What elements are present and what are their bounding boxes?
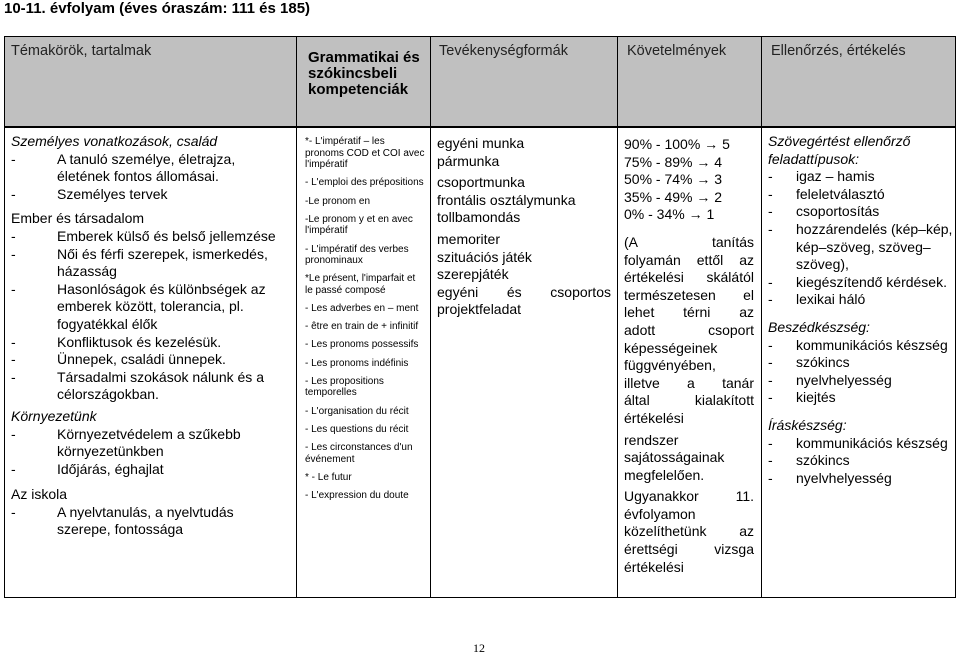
assessment-item: - kiegészítendő kérdések. <box>768 273 947 290</box>
activity-item: tollbamondás <box>437 209 521 226</box>
requirement-line: lehet térni az <box>624 304 754 321</box>
table-header <box>5 37 955 128</box>
grammar-item: *Le présent, l'imparfait et le passé composé <box>305 273 416 296</box>
topic-item: - Személyes tervek <box>11 185 168 202</box>
page-number: 12 <box>473 641 485 655</box>
activity-item: frontális osztálymunka <box>437 191 576 208</box>
topic-item: - A tanuló személye, életrajza, életének fontos állomásai. <box>11 150 236 185</box>
assessment-item: - hozzárendelés (kép–kép, kép–szöveg, szöveg–szöveg), <box>768 220 953 273</box>
grammar-item: - Les pronoms indéfinis <box>305 357 409 369</box>
activity-item: projektfeladat <box>437 301 522 318</box>
requirements-column <box>624 136 754 576</box>
activity-item: csoportmunka <box>437 174 525 191</box>
assessment-item: - lexikai háló <box>768 291 866 308</box>
activities-column <box>437 135 611 319</box>
assessment-column <box>768 133 954 487</box>
topic-heading: Az iskola <box>11 486 68 503</box>
requirement-line: értékelési <box>624 409 684 426</box>
activity-item: egyéni munka <box>437 135 525 151</box>
assessment-item: - feleletválasztó <box>768 185 885 202</box>
requirement-line: természetesen el <box>624 286 754 303</box>
topic-item: - Emberek külső és belső jellemzése <box>11 227 276 244</box>
grade-row: 0% - 34% → 1 <box>624 206 715 223</box>
grammar-item: - Les questions du récit <box>305 423 409 435</box>
assessment-item: - igaz – hamis <box>768 168 875 185</box>
grade-row: 50% - 74% → 3 <box>624 171 723 188</box>
topic-heading: Környezetünk <box>11 407 97 424</box>
topic-item: - Női és férfi szerepek, ismerkedés, házasság <box>11 245 268 280</box>
assessment-item: - nyelvhelyesség <box>768 469 892 486</box>
requirement-line: folyamán ettől az <box>624 251 754 268</box>
grade-scale <box>624 136 754 224</box>
requirement-line: megfelelően. <box>624 466 705 483</box>
header-grammar: Grammatikai és szókincsbeli kompetenciák <box>308 49 420 98</box>
topic-item: - A nyelvtanulás, a nyelvtudás szerepe, fontossága <box>11 503 234 538</box>
topic-heading: Személyes vonatkozások, család <box>11 133 218 149</box>
assessment-item: - kiejtés <box>768 389 836 406</box>
grammar-item: - Les circonstances d'un événement <box>305 442 413 465</box>
requirement-line: értékelési <box>624 558 684 575</box>
header-topics: Témakörök, tartalmak <box>11 43 152 59</box>
assessment-item: - kommunikációs készség <box>768 336 948 353</box>
requirement-line: évfolyamon <box>624 505 696 522</box>
page-title: 10-11. évfolyam (éves óraszám: 111 és 185) <box>4 0 311 17</box>
grammar-item: - Les pronoms possessifs <box>305 339 419 351</box>
requirement-line: képességeinek <box>624 339 718 356</box>
requirement-line: sajátosságainak <box>624 449 725 466</box>
assessment-item: - kommunikációs készség <box>768 434 948 451</box>
topic-item: - Környezetvédelem a szűkebb környezetünkben <box>11 425 241 460</box>
activity-item: szituációs játék <box>437 248 532 265</box>
grammar-item: -Le pronom y et en avec l'impératif <box>305 213 413 237</box>
header-requirements: Követelmények <box>627 43 727 59</box>
grade-row: 35% - 49% → 2 <box>624 188 723 205</box>
requirement-line: Ugyanakkor 11. <box>624 488 754 505</box>
column-divider <box>296 37 297 597</box>
topic-item: - Időjárás, éghajlat <box>11 460 164 477</box>
assessment-heading: Íráskészség: <box>768 416 847 433</box>
grammar-item: - L'expression du doute <box>305 489 409 501</box>
header-activities: Tevékenységformák <box>439 43 568 59</box>
requirement-line: függvényében, <box>624 357 716 374</box>
topics-column <box>11 133 286 539</box>
assessment-heading: Beszédkészség: <box>768 318 870 335</box>
grammar-column <box>305 136 425 508</box>
grammar-item: - L'organisation du récit <box>305 405 409 417</box>
column-divider <box>430 37 431 597</box>
grammar-item: *- L'impératif – les pronoms COD et COI avec l'impératif <box>305 136 425 171</box>
grammar-item: -Le pronom en <box>305 195 371 207</box>
grammar-item: - L'impératif des verbes pronominaux <box>305 243 409 267</box>
requirement-line: érettségi vizsga <box>624 541 754 558</box>
topic-heading: Ember és társadalom <box>11 210 145 227</box>
grammar-item: - L'emploi des prépositions <box>305 177 424 189</box>
assessment-item: - csoportosítás <box>768 203 880 220</box>
grammar-item: - être en train de + infinitif <box>305 321 419 333</box>
curriculum-table <box>4 36 956 598</box>
activity-item: pármunka <box>437 152 500 169</box>
topic-item: - Konfliktusok és kezelésük. <box>11 333 222 350</box>
grammar-item: - Les propositions temporelles <box>305 375 384 399</box>
header-assessment: Ellenőrzés, értékelés <box>771 43 906 59</box>
requirement-line: adott csoport <box>624 321 754 338</box>
requirement-line: által kialakított <box>624 392 754 409</box>
grammar-item: - Les adverbes en – ment <box>305 303 419 315</box>
topic-item: - Ünnepek, családi ünnepek. <box>11 351 226 368</box>
requirement-line: illetve a tanár <box>624 374 754 391</box>
requirement-line: rendszer <box>624 431 679 448</box>
assessment-heading: Szövegértést ellenőrző feladattípusok: <box>768 133 911 167</box>
assessment-item: - szókincs <box>768 452 850 469</box>
activity-item: szerepjáték <box>437 266 509 283</box>
column-divider <box>761 37 762 597</box>
topic-item: - Hasonlóságok és különbségek az emberek között, tolerancia, pl. fogyatékkal élők <box>11 280 266 332</box>
activity-item: egyéni és csoportos <box>437 283 611 300</box>
grammar-item: * - Le futur <box>305 471 352 483</box>
requirement-line: (A tanítás <box>624 233 754 250</box>
topic-item: - Társadalmi szokások nálunk és a célországokban. <box>11 368 264 403</box>
activity-item: memoriter <box>437 230 501 247</box>
column-divider <box>617 37 618 597</box>
requirement-line: közelíthetünk az <box>624 523 754 540</box>
grade-row: 90% - 100% → 5 <box>624 136 730 152</box>
assessment-item: - szókincs <box>768 354 850 371</box>
requirement-line: értékelési skálától <box>624 269 754 286</box>
assessment-item: - nyelvhelyesség <box>768 371 892 388</box>
grade-row: 75% - 89% → 4 <box>624 153 723 170</box>
